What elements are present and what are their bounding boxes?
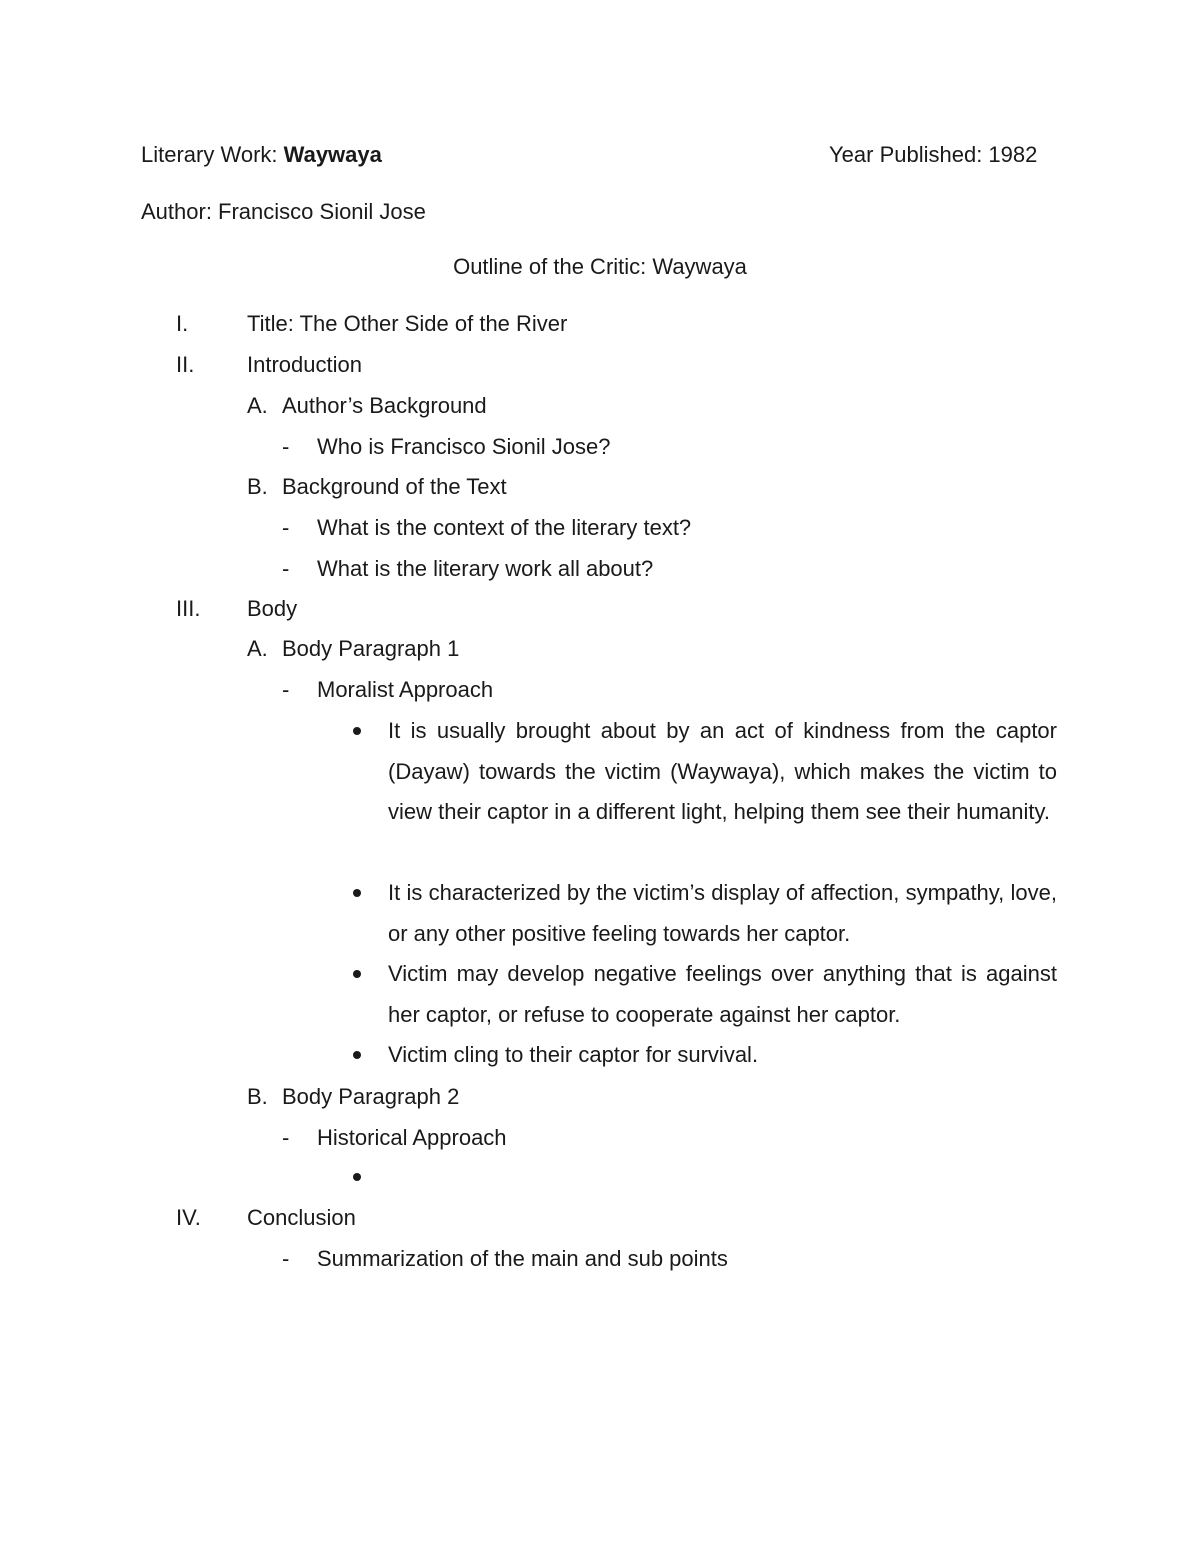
dash-item-summarization: Summarization of the main and sub points (317, 1246, 728, 1271)
bullet-icon (353, 970, 361, 978)
dash-marker: - (282, 556, 290, 581)
roman-numeral-ii: II. (176, 352, 195, 377)
bullet-icon (353, 889, 361, 897)
literary-work-label: Literary Work: (141, 142, 278, 167)
bullet-paragraph-4: Victim cling to their captor for survival. (388, 1042, 759, 1067)
subitem-body-paragraph-2: Body Paragraph 2 (282, 1084, 460, 1109)
bullet-paragraph-2: It is characterized by the victim’s display of affection, sympathy, love, or any other positive feeling towards her captor. (388, 880, 1057, 946)
dash-marker: - (282, 1125, 290, 1150)
dash-item-context: What is the context of the literary text? (317, 515, 692, 540)
outline-item-body: Body (247, 596, 298, 621)
dash-item-historical-approach: Historical Approach (317, 1125, 507, 1150)
dash-item-what-about: What is the literary work all about? (317, 556, 654, 581)
outline-item-introduction: Introduction (247, 352, 362, 377)
subitem-background-of-text: Background of the Text (282, 474, 507, 499)
roman-numeral-iii: III. (176, 596, 201, 621)
dash-marker: - (282, 515, 290, 540)
letter-b: B. (247, 1084, 268, 1109)
subitem-authors-background: Author’s Background (282, 393, 487, 418)
letter-a: A. (247, 636, 268, 661)
bullet-paragraph-1: It is usually brought about by an act of kindness from the captor (Dayaw) towards the victim (Waywaya), which makes the victim to view their captor in a different light, helping them see their humanity. (388, 718, 1057, 825)
year-published: Year Published: 1982 (829, 142, 1038, 167)
outline-item-title: Title: The Other Side of the River (247, 311, 568, 336)
bullet-icon (353, 727, 361, 735)
literary-work-line (141, 142, 382, 168)
outline-title: Outline of the Critic: Waywaya (453, 254, 747, 279)
letter-b: B. (247, 474, 268, 499)
bullet-icon (353, 1173, 361, 1181)
outline-item-conclusion: Conclusion (247, 1205, 356, 1230)
letter-a: A. (247, 393, 268, 418)
dash-marker: - (282, 677, 290, 702)
dash-marker: - (282, 434, 290, 459)
author-line: Author: Francisco Sionil Jose (141, 199, 426, 224)
dash-item-moralist-approach: Moralist Approach (317, 677, 494, 702)
bullet-paragraph-3: Victim may develop negative feelings over anything that is against her captor, or refuse to cooperate against her captor. (388, 961, 1057, 1027)
roman-numeral-i: I. (176, 311, 189, 336)
roman-numeral-iv: IV. (176, 1205, 201, 1230)
bullet-icon (353, 1051, 361, 1059)
dash-marker: - (282, 1246, 290, 1271)
subitem-body-paragraph-1: Body Paragraph 1 (282, 636, 460, 661)
dash-item-who-is-author: Who is Francisco Sionil Jose? (317, 434, 611, 459)
literary-work-title: Waywaya (283, 142, 382, 167)
